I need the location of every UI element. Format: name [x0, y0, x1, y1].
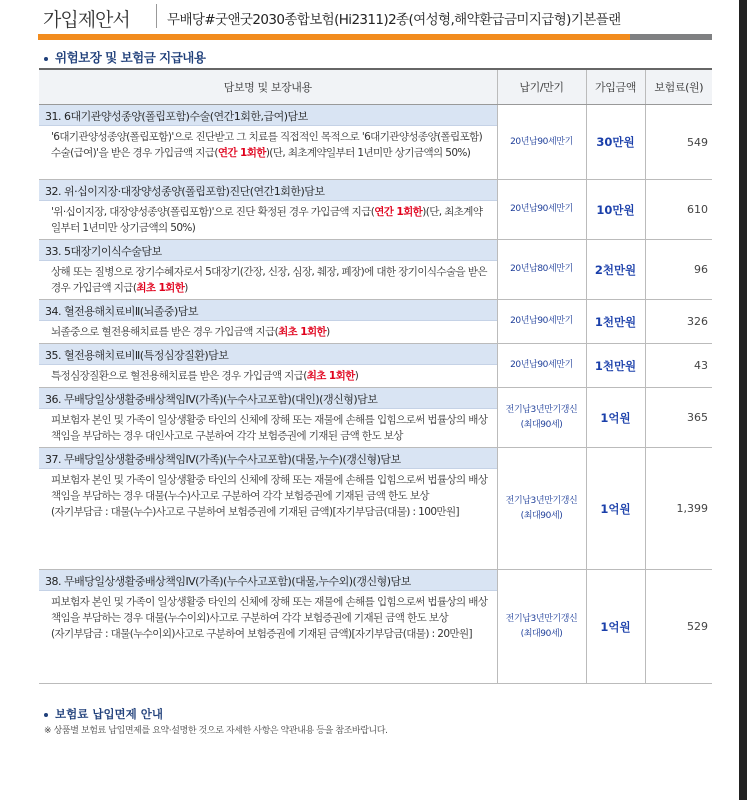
- amount-cell: 2천만원: [586, 240, 645, 300]
- coverage-cell: [39, 180, 497, 240]
- plan-name: 무배당#굿앤굿2030종합보험(Hi2311)2종(여성형,해약환급금미지급형)기본플랜: [167, 12, 621, 28]
- amount-cell: 1억원: [586, 570, 645, 684]
- waiver-note: ※ 상품별 보험료 납입면제를 요약·설명한 것으로 자세한 사항은 약관내용 등을 참조바랍니다.: [44, 726, 388, 736]
- coverage-name: 36. 무배당일상생활중배상책임Ⅳ(가족)(누수사고포함)(대인)(갱신형)담보: [39, 388, 497, 409]
- coverage-cell: [39, 240, 497, 300]
- coverage-cell: [39, 344, 497, 388]
- premium-cell: 1,399: [645, 448, 712, 570]
- coverage-name: 35. 혈전용해치료비Ⅱ(특정심장질환)담보: [39, 344, 497, 365]
- col-header-amount: 가입금액: [586, 69, 645, 105]
- bullet-icon: [44, 713, 48, 717]
- table-row: [39, 240, 712, 300]
- waiver-section-title: 보험료 납입면제 안내: [44, 706, 163, 722]
- coverage-cell: [39, 570, 497, 684]
- table-row: [39, 448, 712, 570]
- table-row: [39, 105, 712, 180]
- coverage-desc: 피보험자 본인 및 가족이 일상생활중 타인의 신체에 장해 또는 재물에 손해를 입힘으로써 법률상의 배상책임을 부담하는 경우 대인사고로 구분하여 각각 보험증권에 기재된 금액 한도 보상: [51, 414, 488, 442]
- term-cell: 20년납80세만기: [497, 240, 586, 300]
- coverage-table: [39, 68, 712, 684]
- amount-cell: 30만원: [586, 105, 645, 180]
- amount-cell: 10만원: [586, 180, 645, 240]
- title-divider: [156, 4, 157, 28]
- premium-cell: 365: [645, 388, 712, 448]
- premium-cell: 326: [645, 300, 712, 344]
- premium-cell: 529: [645, 570, 712, 684]
- table-header-row: [39, 69, 712, 105]
- page-title: 가입제안서: [43, 9, 130, 31]
- coverage-desc: 피보험자 본인 및 가족이 일상생활중 타인의 신체에 장해 또는 재물에 손해를 입힘으로써 법률상의 배상책임을 부담하는 경우 대물(누수)사고로 구분하여 각각 보험증권에 기재된 금액 한도 보상 (자기부담금 : 대물(누수)사고로 구분하여 보험증권에 기재된 금액)[자기부담금(대물) : 100만원]: [51, 474, 488, 518]
- table-row: [39, 180, 712, 240]
- header-gray-bar: [630, 34, 712, 40]
- term-cell: 20년납90세만기: [497, 300, 586, 344]
- amount-cell: 1억원: [586, 448, 645, 570]
- term-cell: 전기납3년만기갱신 (최대90세): [497, 570, 586, 684]
- header-accent-bar: [38, 34, 630, 40]
- coverage-cell: [39, 388, 497, 448]
- coverage-desc: 특정심장질환으로 혈전용해치료를 받은 경우 가입금액 지급(최초 1회한): [51, 370, 359, 382]
- term-cell: 20년납90세만기: [497, 180, 586, 240]
- term-cell: 전기납3년만기갱신 (최대90세): [497, 448, 586, 570]
- window-edge: [739, 0, 747, 800]
- coverage-name: 37. 무배당일상생활중배상책임Ⅳ(가족)(누수사고포함)(대물,누수)(갱신형)담보: [39, 448, 497, 469]
- coverage-name: 33. 5대장기이식수술담보: [39, 240, 497, 261]
- term-cell: 20년납90세만기: [497, 344, 586, 388]
- premium-cell: 43: [645, 344, 712, 388]
- section-title: 위험보장 및 보험금 지급내용: [44, 48, 205, 66]
- coverage-cell: [39, 105, 497, 180]
- coverage-desc: '6대기관양성종양(폴립포함)'으로 진단받고 그 치료를 직접적인 목적으로 '6대기관양성종양(폴립포함)수술(급여)'을 받은 경우 가입금액 지급(연간 1회한)(단, 최초계약일부터 1년미만 상기금액의 50%): [51, 131, 483, 159]
- coverage-name: 32. 위·십이지장·대장양성종양(폴립포함)진단(연간1회한)담보: [39, 180, 497, 201]
- table-row: [39, 570, 712, 684]
- coverage-desc: 피보험자 본인 및 가족이 일상생활중 타인의 신체에 장해 또는 재물에 손해를 입힘으로써 법률상의 배상책임을 부담하는 경우 대물(누수이외)사고로 구분하여 각각 보험증권에 기재된 금액 한도 보상 (자기부담금 : 대물(누수이외)사고로 구분하여 보험증권에 기재된 금액)[자기부담금(대물) : 20만원]: [51, 596, 488, 640]
- premium-cell: 549: [645, 105, 712, 180]
- col-header-term: 납기/만기: [497, 69, 586, 105]
- bullet-icon: [44, 57, 48, 61]
- table-row: [39, 344, 712, 388]
- coverage-name: 38. 무배당일상생활중배상책임Ⅳ(가족)(누수사고포함)(대물,누수외)(갱신형)담보: [39, 570, 497, 591]
- table-row: [39, 300, 712, 344]
- col-header-coverage: 담보명 및 보장내용: [39, 69, 497, 105]
- coverage-name: 31. 6대기관양성종양(폴립포함)수술(연간1회한,급여)담보: [39, 105, 497, 126]
- coverage-cell: [39, 448, 497, 570]
- coverage-name: 34. 혈전용해치료비Ⅱ(뇌졸중)담보: [39, 300, 497, 321]
- coverage-cell: [39, 300, 497, 344]
- premium-cell: 96: [645, 240, 712, 300]
- coverage-desc: '위·십이지장, 대장양성종양(폴립포함)'으로 진단 확정된 경우 가입금액 지급(연간 1회한)(단, 최초계약일부터 1년미만 상기금액의 50%): [51, 206, 483, 234]
- table-row: [39, 388, 712, 448]
- coverage-desc: 상해 또는 질병으로 장기수혜자로서 5대장기(간장, 신장, 심장, 췌장, 폐장)에 대한 장기이식수술을 받은 경우 가입금액 지급(최초 1회한): [51, 266, 487, 294]
- col-header-premium: 보험료(원): [645, 69, 712, 105]
- amount-cell: 1천만원: [586, 344, 645, 388]
- term-cell: 20년납90세만기: [497, 105, 586, 180]
- coverage-desc: 뇌졸중으로 혈전용해치료를 받은 경우 가입금액 지급(최초 1회한): [51, 326, 330, 338]
- amount-cell: 1천만원: [586, 300, 645, 344]
- amount-cell: 1억원: [586, 388, 645, 448]
- premium-cell: 610: [645, 180, 712, 240]
- term-cell: 전기납3년만기갱신 (최대90세): [497, 388, 586, 448]
